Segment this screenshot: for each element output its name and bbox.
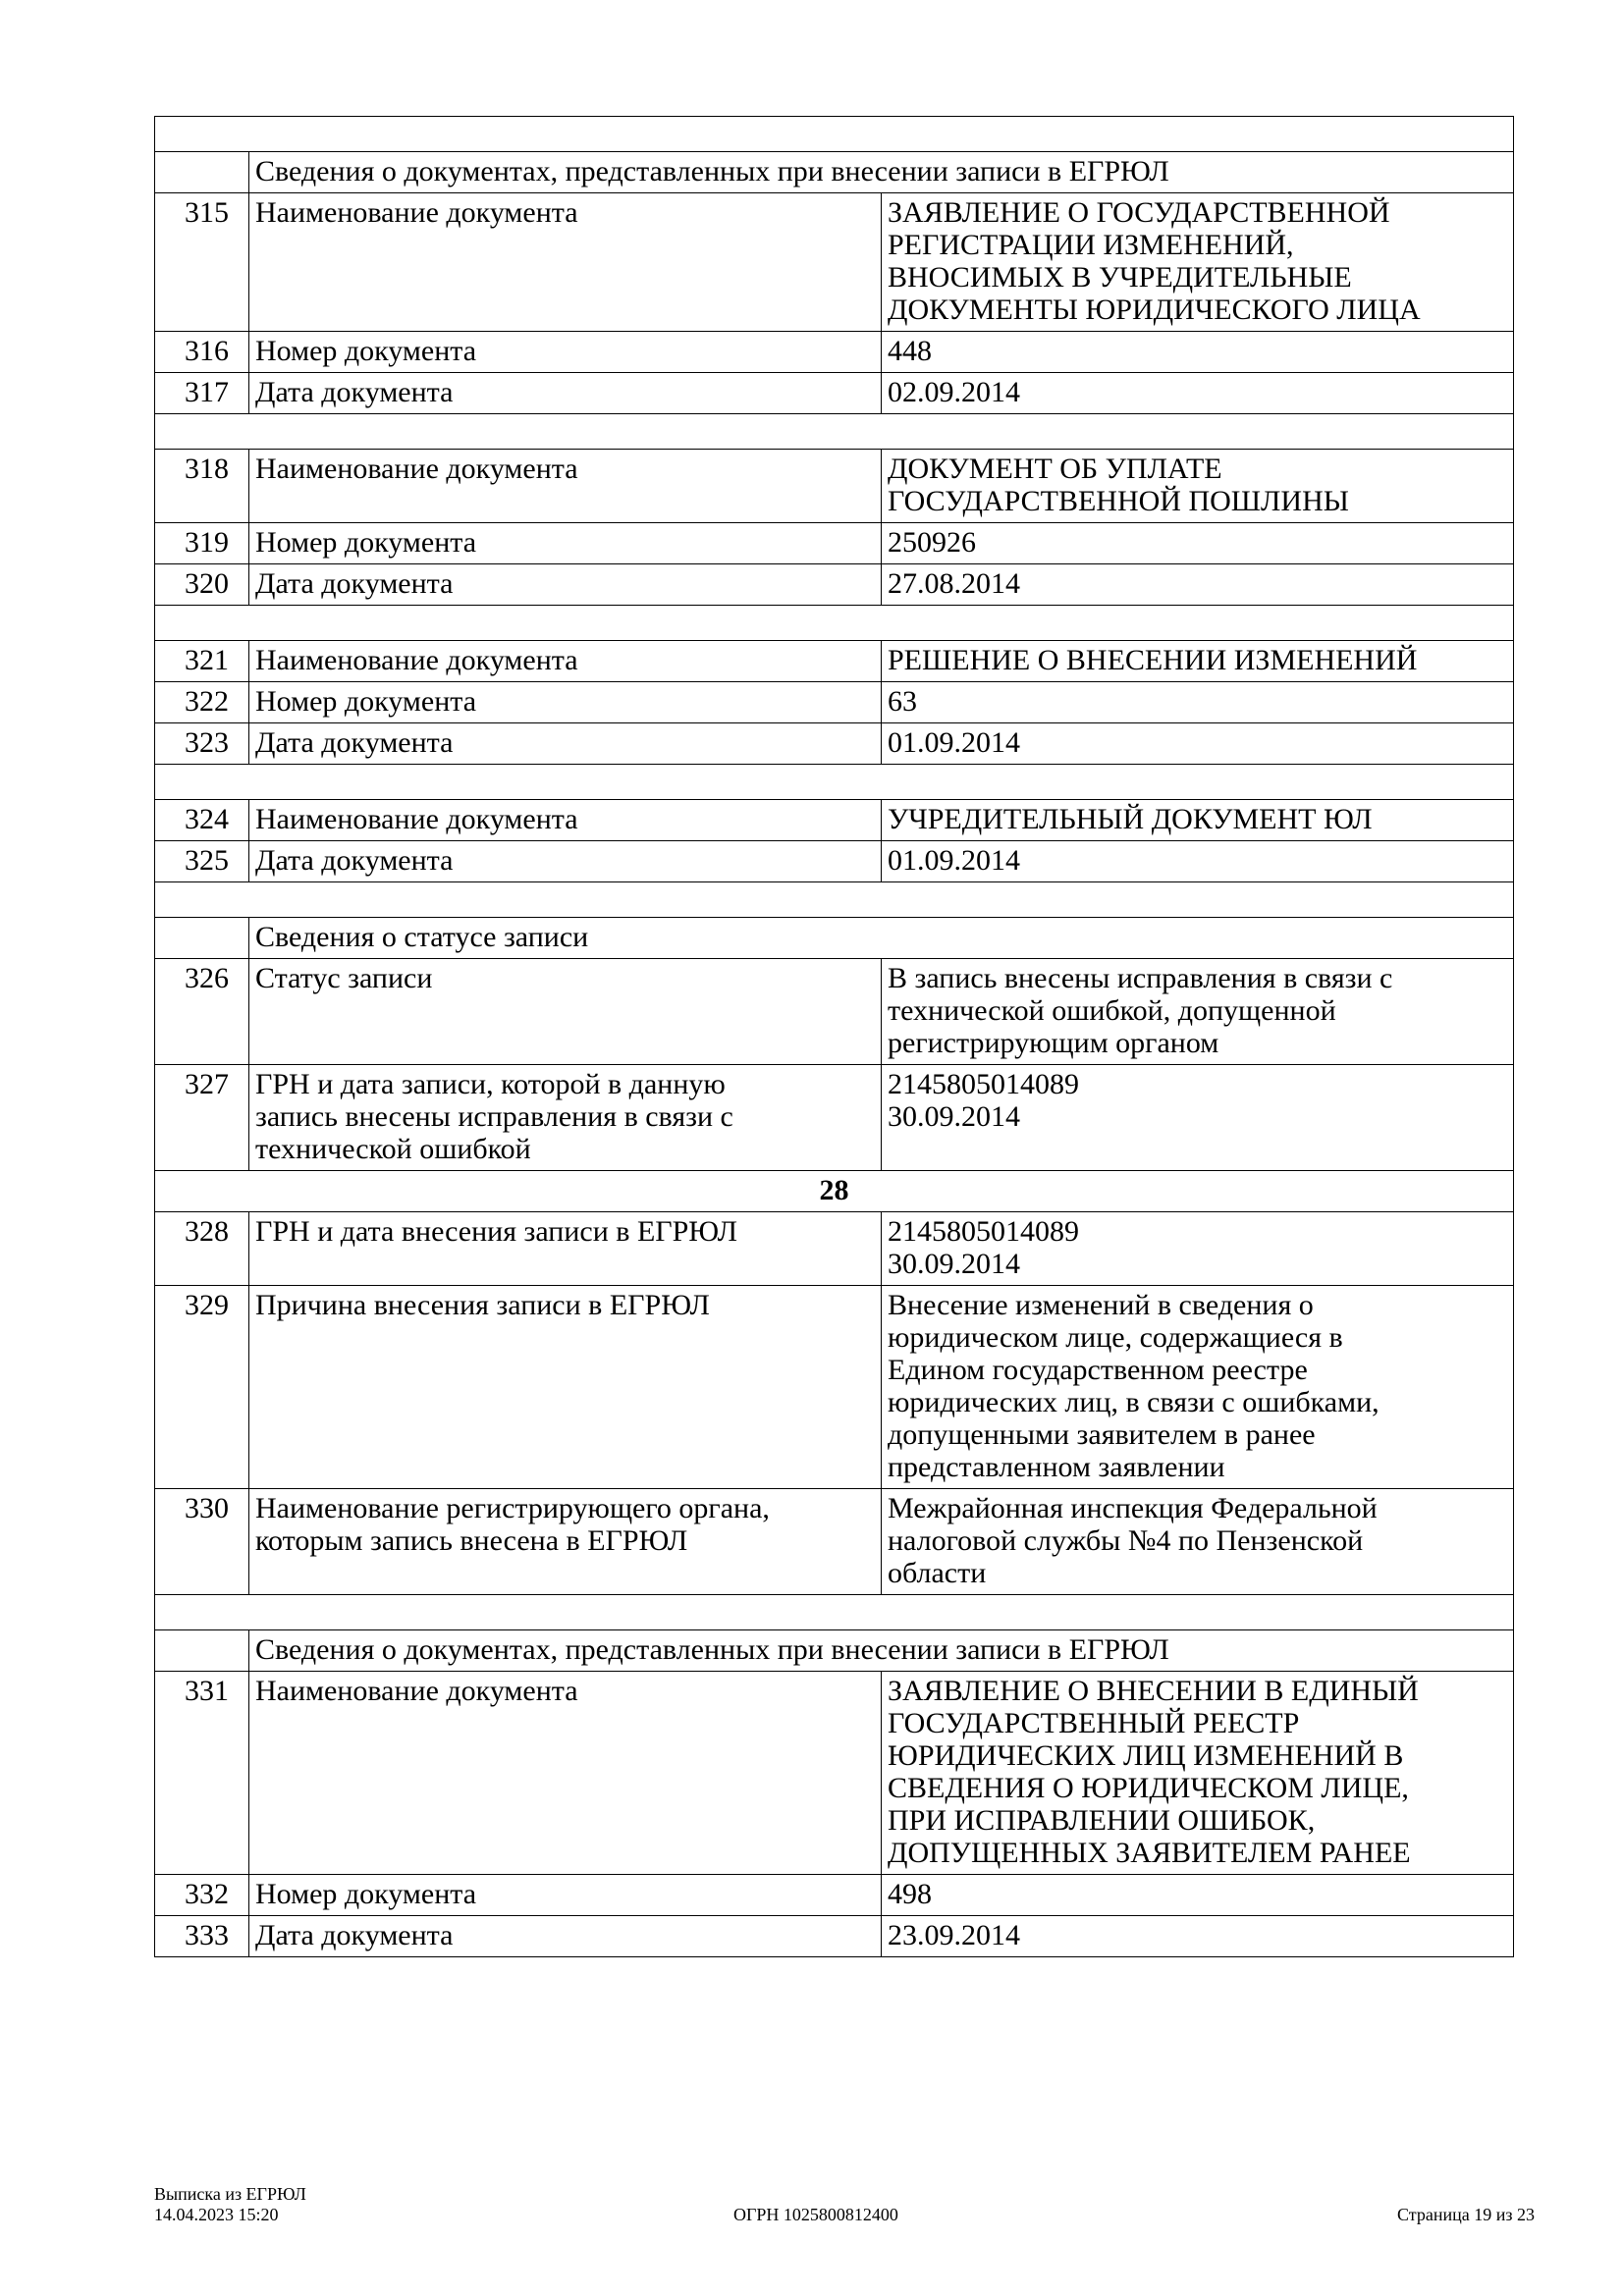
table-row <box>155 959 1514 1065</box>
spacer-cell <box>155 414 1514 450</box>
table-row <box>155 1286 1514 1489</box>
row-number: 326 <box>155 959 249 1065</box>
table-row <box>155 450 1514 523</box>
field-value: РЕШЕНИЕ О ВНЕСЕНИИ ИЗМЕНЕНИЙ <box>882 641 1514 682</box>
group-header-row <box>155 1630 1514 1672</box>
table-row <box>155 1875 1514 1916</box>
field-value: 27.08.2014 <box>882 564 1514 606</box>
footer-datetime: 14.04.2023 15:20 <box>154 2205 279 2224</box>
field-value: 63 <box>882 682 1514 723</box>
field-label: Номер документа <box>249 523 882 564</box>
field-label: Наименование документа <box>249 193 882 332</box>
field-value: ДОКУМЕНТ ОБ УПЛАТЕ ГОСУДАРСТВЕННОЙ ПОШЛИНЫ <box>882 450 1514 523</box>
field-value: ЗАЯВЛЕНИЕ О ГОСУДАРСТВЕННОЙ РЕГИСТРАЦИИ ИЗМЕНЕНИЙ, ВНОСИМЫХ В УЧРЕДИТЕЛЬНЫЕ ДОКУМЕНТЫ ЮРИДИЧЕСКОГО ЛИЦА <box>882 193 1514 332</box>
field-label: ГРН и дата внесения записи в ЕГРЮЛ <box>249 1212 882 1286</box>
table-row <box>155 564 1514 606</box>
field-value: 2145805014089 30.09.2014 <box>882 1065 1514 1171</box>
record-section-row <box>155 1171 1514 1212</box>
table-row <box>155 1916 1514 1957</box>
row-number: 319 <box>155 523 249 564</box>
row-number: 329 <box>155 1286 249 1489</box>
table-row <box>155 682 1514 723</box>
field-label: Дата документа <box>249 841 882 882</box>
field-label: Дата документа <box>249 564 882 606</box>
row-number: 331 <box>155 1672 249 1875</box>
field-value: 01.09.2014 <box>882 723 1514 765</box>
spacer-cell <box>155 606 1514 641</box>
spacer-row <box>155 1595 1514 1630</box>
table-row <box>155 332 1514 373</box>
table-row <box>155 193 1514 332</box>
spacer-row <box>155 882 1514 918</box>
field-label: Статус записи <box>249 959 882 1065</box>
spacer-row <box>155 414 1514 450</box>
row-number: 317 <box>155 373 249 414</box>
group-header-row <box>155 152 1514 193</box>
table-body <box>155 117 1514 1957</box>
row-number: 324 <box>155 800 249 841</box>
spacer-row <box>155 765 1514 800</box>
spacer-row <box>155 117 1514 152</box>
row-number: 318 <box>155 450 249 523</box>
empty-num-cell <box>155 1630 249 1672</box>
record-section-number: 28 <box>155 1171 1514 1212</box>
field-label: Номер документа <box>249 682 882 723</box>
row-number: 315 <box>155 193 249 332</box>
table-row <box>155 723 1514 765</box>
row-number: 330 <box>155 1489 249 1595</box>
field-label: Дата документа <box>249 723 882 765</box>
row-number: 323 <box>155 723 249 765</box>
field-label: Номер документа <box>249 1875 882 1916</box>
field-label: Номер документа <box>249 332 882 373</box>
field-label: Дата документа <box>249 373 882 414</box>
group-header-row <box>155 918 1514 959</box>
row-number: 322 <box>155 682 249 723</box>
row-number: 316 <box>155 332 249 373</box>
field-label: Наименование документа <box>249 800 882 841</box>
spacer-cell <box>155 117 1514 152</box>
field-value: 02.09.2014 <box>882 373 1514 414</box>
spacer-cell <box>155 1595 1514 1630</box>
table-row <box>155 1489 1514 1595</box>
spacer-cell <box>155 882 1514 918</box>
empty-num-cell <box>155 918 249 959</box>
field-value: Внесение изменений в сведения о юридическом лице, содержащиеся в Едином государственном реестре юридических лиц, в связи с ошибками, допущенными заявителем в ранее представленном заявлении <box>882 1286 1514 1489</box>
row-number: 321 <box>155 641 249 682</box>
empty-num-cell <box>155 152 249 193</box>
field-label: Наименование документа <box>249 1672 882 1875</box>
row-number: 333 <box>155 1916 249 1957</box>
row-number: 327 <box>155 1065 249 1171</box>
field-value: ЗАЯВЛЕНИЕ О ВНЕСЕНИИ В ЕДИНЫЙ ГОСУДАРСТВЕННЫЙ РЕЕСТР ЮРИДИЧЕСКИХ ЛИЦ ИЗМЕНЕНИЙ В СВЕДЕНИЯ О ЮРИДИЧЕСКОМ ЛИЦЕ, ПРИ ИСПРАВЛЕНИИ ОШИБОК, ДОПУЩЕННЫХ ЗАЯВИТЕЛЕМ РАНЕЕ <box>882 1672 1514 1875</box>
field-value: 01.09.2014 <box>882 841 1514 882</box>
field-label: Наименование документа <box>249 450 882 523</box>
row-number: 325 <box>155 841 249 882</box>
field-label: Наименование регистрирующего органа, которым запись внесена в ЕГРЮЛ <box>249 1489 882 1595</box>
table-row <box>155 373 1514 414</box>
spacer-row <box>155 606 1514 641</box>
footer-page-number: Страница 19 из 23 <box>1397 2205 1535 2224</box>
field-value: 2145805014089 30.09.2014 <box>882 1212 1514 1286</box>
field-value: 250926 <box>882 523 1514 564</box>
field-label: Дата документа <box>249 1916 882 1957</box>
footer-left <box>154 2184 306 2225</box>
footer-title: Выписка из ЕГРЮЛ <box>154 2184 306 2204</box>
row-number: 328 <box>155 1212 249 1286</box>
field-label: Причина внесения записи в ЕГРЮЛ <box>249 1286 882 1489</box>
group-header-text: Сведения о документах, представленных при внесении записи в ЕГРЮЛ <box>249 1630 1514 1672</box>
field-label: ГРН и дата записи, которой в данную запись внесены исправления в связи с технической ошибкой <box>249 1065 882 1171</box>
field-value: 498 <box>882 1875 1514 1916</box>
field-value: УЧРЕДИТЕЛЬНЫЙ ДОКУМЕНТ ЮЛ <box>882 800 1514 841</box>
spacer-cell <box>155 765 1514 800</box>
field-value: В запись внесены исправления в связи с технической ошибкой, допущенной регистрирующим органом <box>882 959 1514 1065</box>
field-label: Наименование документа <box>249 641 882 682</box>
footer-ogrn: ОГРН 1025800812400 <box>733 2205 898 2224</box>
field-value: Межрайонная инспекция Федеральной налоговой службы №4 по Пензенской области <box>882 1489 1514 1595</box>
table-row <box>155 523 1514 564</box>
table-row <box>155 800 1514 841</box>
row-number: 320 <box>155 564 249 606</box>
table-row <box>155 641 1514 682</box>
egrul-extract-table <box>154 116 1514 1957</box>
group-header-text: Сведения о документах, представленных при внесении записи в ЕГРЮЛ <box>249 152 1514 193</box>
field-value: 23.09.2014 <box>882 1916 1514 1957</box>
group-header-text: Сведения о статусе записи <box>249 918 1514 959</box>
field-value: 448 <box>882 332 1514 373</box>
table-row <box>155 1212 1514 1286</box>
table-row <box>155 1672 1514 1875</box>
table-row <box>155 1065 1514 1171</box>
table-row <box>155 841 1514 882</box>
row-number: 332 <box>155 1875 249 1916</box>
